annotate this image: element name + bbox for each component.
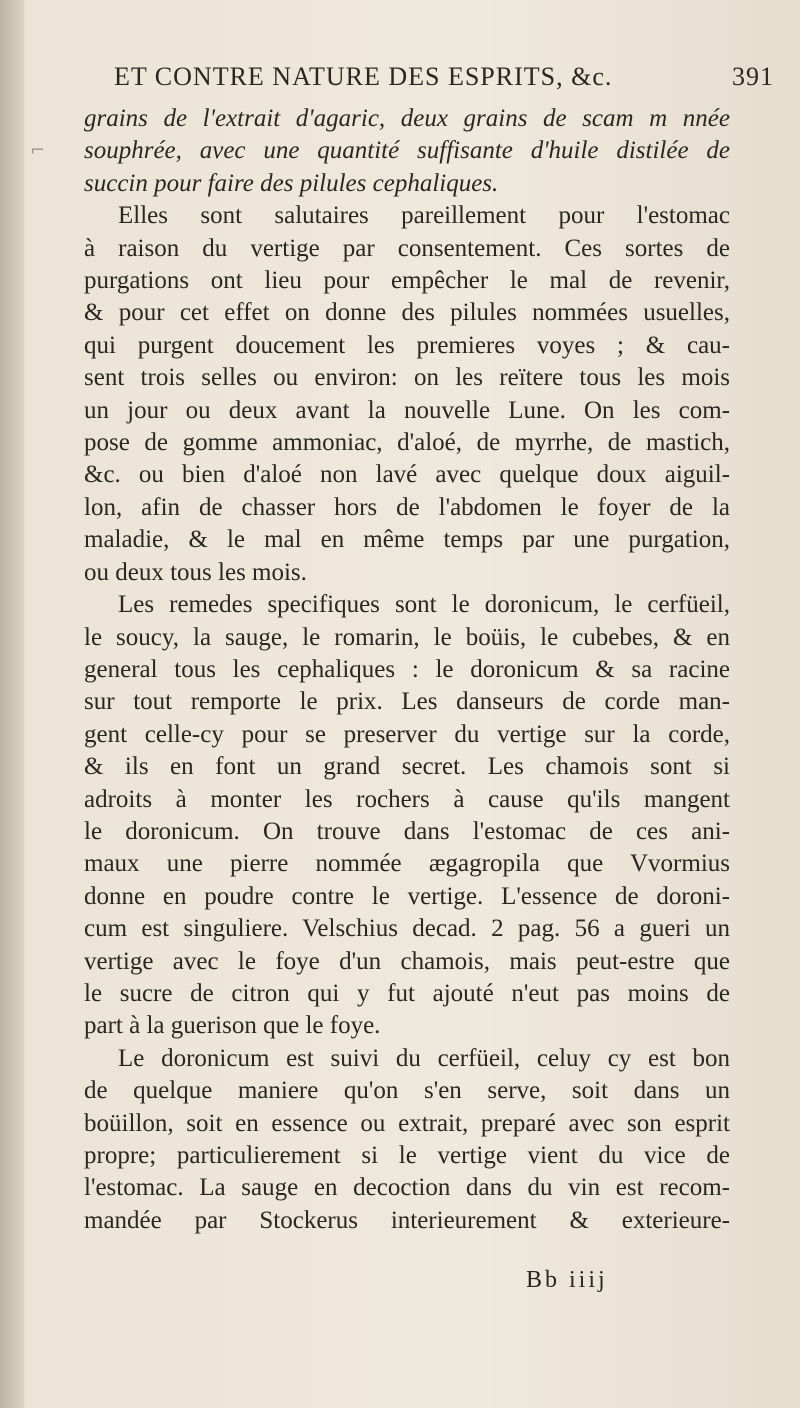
text-line: & pour cet effet on donne des pilules nommées usuelles, <box>84 299 730 327</box>
text-line: & ils en font un grand secret. Les chamois sont si <box>84 753 730 781</box>
text-line: &c. ou bien d'aloé non lavé avec quelque doux aiguil- <box>84 461 730 489</box>
text-line: Elles sont salutaires pareillement pour l'estomac <box>118 202 730 230</box>
text-line: boüillon, soit en essence ou extrait, preparé avec son esprit <box>84 1109 730 1137</box>
text-line: le sucre de citron qui y fut ajouté n'eut pas moins de <box>84 979 730 1007</box>
text-line: maladie, & le mal en même temps par une purgation, <box>84 526 730 554</box>
text-line: maux une pierre nommée ægagropila que Vvormius <box>84 850 730 878</box>
text-line: vertige avec le foye d'un chamois, mais peut-estre que <box>84 947 730 975</box>
text-line: gent celle-cy pour se preserver du vertige sur la corde, <box>84 720 730 748</box>
text-line: purgations ont lieu pour empêcher le mal de revenir, <box>84 267 730 295</box>
text-line: adroits à monter les rochers à cause qu'ils mangent <box>84 785 730 813</box>
text-line: un jour ou deux avant la nouvelle Lune. On les com- <box>84 396 730 424</box>
text-line: general tous les cephaliques : le doronicum & sa racine <box>84 655 730 683</box>
running-title: ET CONTRE NATURE DES ESPRITS, &c. <box>114 62 613 91</box>
page-gutter <box>0 0 24 1408</box>
text-line: grains de l'extrait d'agaric, deux grains de scam m nnée <box>84 105 730 132</box>
text-line: l'estomac. La sauge en decoction dans du vin est recom- <box>84 1174 730 1202</box>
body-text <box>84 103 730 1237</box>
text-line: souphrée, avec une quantité suffisante d'huile distilée de <box>84 137 730 165</box>
text-line: succin pour faire des pilules cephaliques. <box>84 169 499 197</box>
text-line: lon, afin de chasser hors de l'abdomen le foyer de la <box>84 493 730 521</box>
running-header <box>114 62 774 92</box>
text-line: Les remedes specifiques sont le doronicum, le cerfüeil, <box>118 591 730 619</box>
text-line: sent trois selles ou environ: on les reïtere tous les mois <box>84 364 730 392</box>
page-number: 391 <box>732 62 774 91</box>
text-line: Le doronicum est suivi du cerfüeil, celuy cy est bon <box>118 1044 730 1072</box>
text-line: sur tout remporte le prix. Les danseurs de corde man- <box>84 688 730 716</box>
signature-mark: Bb iiij <box>526 1267 608 1293</box>
text-line: pose de gomme ammoniac, d'aloé, de myrrhe, de mastich, <box>84 429 730 457</box>
text-line: donne en poudre contre le vertige. L'essence de doroni- <box>84 882 730 910</box>
text-line: propre; particulierement si le vertige vient du vice de <box>84 1142 730 1169</box>
margin-mark: ⌐ <box>30 140 46 161</box>
text-line: mandée par Stockerus interieurement & exterieure- <box>84 1206 730 1234</box>
text-line: le soucy, la sauge, le romarin, le boüis, le cubebes, & en <box>84 623 730 651</box>
text-line: cum est singuliere. Velschius decad. 2 pag. 56 a gueri un <box>84 915 730 943</box>
text-line: le doronicum. On trouve dans l'estomac de ces ani- <box>84 817 730 845</box>
text-line: qui purgent doucement les premieres voyes ; & cau- <box>84 331 730 359</box>
text-line: ou deux tous les mois. <box>84 558 307 586</box>
text-line: part à la guerison que le foye. <box>84 1012 381 1040</box>
text-line: à raison du vertige par consentement. Ces sortes de <box>84 234 730 262</box>
text-line: de quelque maniere qu'on s'en serve, soit dans un <box>84 1077 730 1105</box>
